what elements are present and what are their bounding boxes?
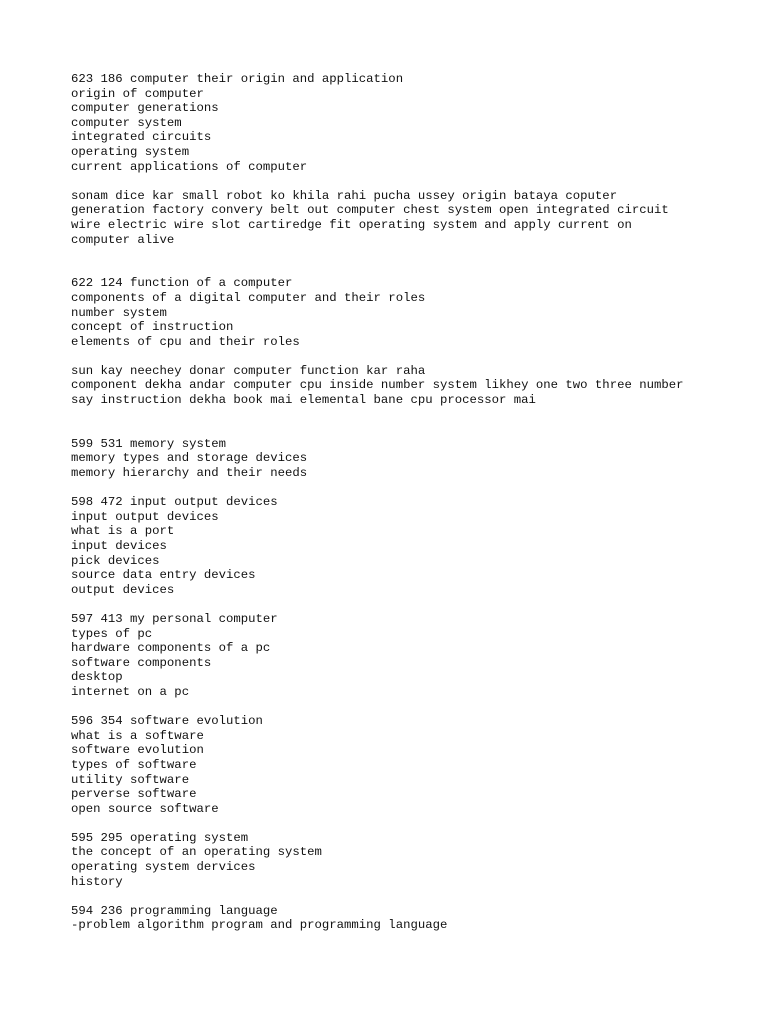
topic-item: hardware components of a pc — [71, 641, 271, 656]
document-page — [71, 72, 751, 933]
section-heading: 598 472 input output devices — [71, 495, 278, 510]
topic-item: input output devices — [71, 509, 219, 524]
topic-item: history — [71, 874, 123, 889]
topic-item: current applications of computer — [71, 159, 308, 174]
story-line: generation factory convery belt out computer chest system open integrated circuit — [71, 203, 669, 218]
topic-item: what is a port — [71, 524, 175, 539]
topic-item: types of pc — [71, 626, 153, 641]
topic-item: input devices — [71, 539, 167, 553]
topic-item: source data entry devices — [71, 568, 256, 583]
topic-item: computer system — [71, 115, 182, 130]
topic-item: elements of cpu and their roles — [71, 334, 300, 349]
topic-item: operating system dervices — [71, 860, 256, 875]
paragraph-gap — [71, 349, 751, 364]
topic-item: software components — [71, 655, 212, 670]
story-line: wire electric wire slot cartiredge fit operating system and apply current on — [71, 217, 632, 232]
topic-item: open source software — [71, 801, 219, 816]
section-heading: 622 124 function of a computer — [71, 276, 293, 291]
topic-item: what is a software — [71, 728, 204, 743]
story-line: say instruction dekha book mai elemental bane cpu processor mai — [71, 393, 536, 408]
section-gap — [71, 700, 751, 715]
story-line: sun kay neechey donar computer function kar raha — [71, 363, 426, 378]
section-heading: 594 236 programming language — [71, 903, 278, 918]
section — [71, 612, 751, 700]
section — [71, 831, 751, 889]
section — [71, 904, 751, 933]
section — [71, 276, 751, 407]
section — [71, 714, 751, 816]
topic-item: memory hierarchy and their needs — [71, 466, 308, 481]
topic-item: components of a digital computer and their roles — [71, 290, 426, 305]
topic-item: pick devices — [71, 553, 160, 568]
topic-item: utility software — [71, 772, 190, 787]
section-heading: 599 531 memory system — [71, 436, 226, 451]
topic-item: desktop — [71, 670, 123, 685]
section-gap — [71, 481, 751, 496]
topic-item: output devices — [71, 582, 175, 597]
section — [71, 72, 751, 247]
section-gap — [71, 408, 751, 437]
section-gap — [71, 247, 751, 276]
topic-item: software evolution — [71, 743, 204, 758]
topic-item: operating system — [71, 144, 190, 159]
section-heading: 595 295 operating system — [71, 830, 249, 845]
topic-item: types of software — [71, 757, 197, 772]
topic-item: origin of computer — [71, 86, 204, 101]
topic-item: -problem algorithm program and programming language — [71, 918, 448, 933]
topic-item: internet on a pc — [71, 684, 190, 699]
section-heading: 623 186 computer their origin and application — [71, 72, 404, 86]
section-heading: 596 354 software evolution — [71, 714, 263, 729]
topic-item: concept of instruction — [71, 320, 234, 335]
topic-item: computer generations — [71, 101, 219, 116]
section — [71, 495, 751, 597]
story-line: sonam dice kar small robot ko khila rahi pucha ussey origin bataya coputer — [71, 188, 618, 203]
section-gap — [71, 597, 751, 612]
topic-item: perverse software — [71, 787, 197, 802]
story-line: computer alive — [71, 232, 175, 247]
topic-item: the concept of an operating system — [71, 845, 322, 860]
topic-item: memory types and storage devices — [71, 451, 308, 466]
paragraph-gap — [71, 174, 751, 189]
topic-item: integrated circuits — [71, 130, 212, 145]
section-gap — [71, 816, 751, 831]
story-line: component dekha andar computer cpu inside number system likhey one two three number — [71, 378, 684, 393]
section-gap — [71, 889, 751, 904]
section — [71, 437, 751, 481]
topic-item: number system — [71, 305, 167, 320]
section-heading: 597 413 my personal computer — [71, 611, 278, 626]
